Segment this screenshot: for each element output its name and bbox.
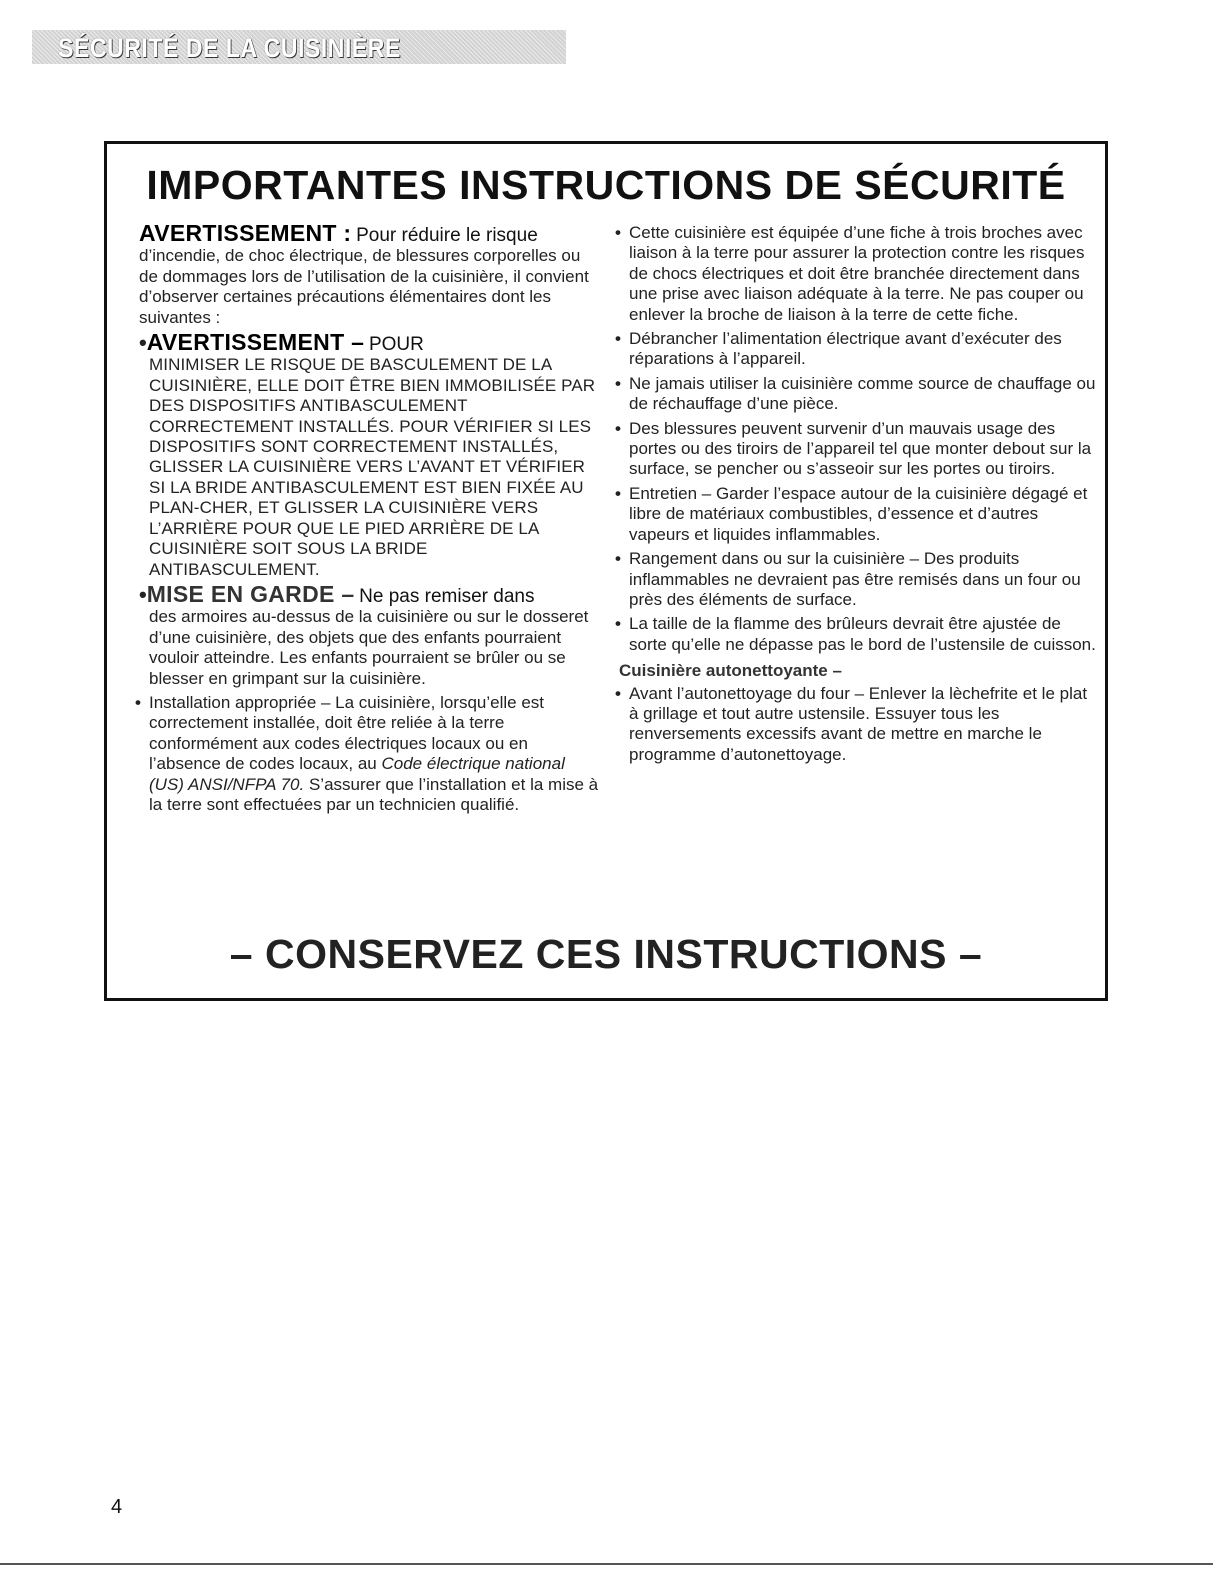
intro-warning-paragraph [139,220,601,328]
tip-warning-text: MINIMISER LE RISQUE DE BASCULEMENT DE LA CUISINIÈRE, ELLE DOIT ÊTRE BIEN IMMOBILISÉE PAR DES DISPOSITIFS ANTIBASCULEMENT CORRECTEMENT INSTALLÉS. POUR VÉRIFIER SI LES DISPOSITIFS SONT CORRECTEMENT INSTALLÉS, GLISSER LA CUISINIÈRE VERS L’AVANT ET VÉRIFIER SI LA BRIDE ANTIBASCULEMENT EST BIEN FIXÉE AU PLAN-CHER, ET GLISSER LA CUISINIÈRE VERS L’ARRIÈRE POUR QUE LE PIED ARRIÈRE DE LA CUISINIÈRE SOIT SOUS LA BRIDE ANTIBASCULEMENT. [149,355,596,579]
safety-bullet-item [615,373,1097,415]
safety-bullet-text: Cette cuisinière est équipée d’une fiche à trois broches avec liaison à la terre pour assurer la protection contre les risques de chocs électriques et doit être branchée directement dans une prise avec liaison adéquate à la terre. Ne pas couper ou enlever la broche de liaison à la terre de cette fiche. [629,223,1085,324]
intro-warning-lead: Pour réduire le risque [356,225,538,246]
installation-text-1: Installation appropriée – La cuisinière, lorsqu’elle est correctement installée, doit être reliée à la terre conformément aux codes électriques locaux ou en l’absence de codes locaux, au [149,692,545,774]
safety-bullet-item [615,549,1097,610]
box-title: IMPORTANTES INSTRUCTIONS DE SÉCURITÉ [146,162,1066,208]
right-column [615,223,1097,769]
page-number: 4 [111,1496,123,1518]
caution-paragraph [139,580,601,689]
bullet-icon: • [615,418,621,438]
bullet-icon: • [615,549,621,569]
safety-bullet-item [615,329,1097,370]
safety-bullet-text: Débrancher l’alimentation électrique avant d’exécuter des réparations à l’appareil. [629,329,1062,369]
bullet-icon: • [139,581,147,607]
safety-bullet-item [615,614,1097,655]
section-header-title: SÉCURITÉ DE LA CUISINIÈRE [58,33,401,63]
caution-heading: MISE EN GARDE – [146,580,355,607]
left-column [135,220,601,819]
section-header-banner [32,30,566,64]
safety-bullet-text: Ne jamais utiliser la cuisinière comme source de chauffage ou de réchauffage d’une pièce. [629,373,1096,414]
bullet-icon: • [615,683,621,703]
safety-bullet-item [615,418,1097,480]
safety-instructions-box [104,141,1108,1001]
safety-bullet-text: La taille de la flamme des brûleurs devrait être ajustée de sorte qu’elle ne dépasse pas le bord de l’ustensile de cuisson. [629,614,1096,654]
installation-code-reference: Code électrique national (US) ANSI/NFPA 70. [149,754,565,794]
bottom-rule [0,1563,1213,1565]
installation-paragraph [135,692,601,815]
installation-text-2: S’assurer que l’installation et la mise à la terre sont effectuées par un technicien qualifié. [149,774,599,814]
tip-warning-paragraph [139,329,601,580]
safety-bullet-item [615,483,1097,545]
bullet-icon: • [615,373,621,393]
self-clean-bullet-text: Avant l’autonettoyage du four – Enlever la lèchefrite et le plat à grillage et tout autre ustensile. Essuyer tous les renversements excessifs avant de mettre en marche le programme d’autonettoyage. [629,683,1088,764]
safety-bullet-text: Des blessures peuvent survenir d’un mauvais usage des portes ou des tiroirs de l’appareil tel que monter debout sur la surface, se pencher ou s’asseoir sur les portes ou tiroirs. [629,418,1092,479]
bullet-icon: • [139,330,147,356]
bullet-icon: • [615,483,621,503]
tip-warning-lead: POUR [368,334,424,356]
safety-bullet-item [615,223,1097,325]
intro-warning-heading: AVERTISSEMENT : [139,220,352,246]
intro-warning-text: d’incendie, de choc électrique, de blessures corporelles ou de dommages lors de l’utilisation de la cuisinière, il convient d’observer certaines précautions élémentaires dont les suivantes : [139,246,589,327]
bullet-icon: • [615,614,621,634]
bullet-icon: • [615,329,621,349]
bullet-icon: • [135,692,141,712]
bullet-icon: • [615,223,621,242]
caution-lead: Ne pas remiser dans [359,585,535,607]
self-clean-heading: Cuisinière autonettoyante – [619,661,842,681]
box-footer: – CONSERVEZ CES INSTRUCTIONS – [229,931,983,977]
caution-text: des armoires au-dessus de la cuisinière ou sur le dosseret d’une cuisinière, des objets que des enfants pourraient vouloir atteindre. Les enfants pourraient se brûler ou se blesser en grimpant sur la cuisinière. [149,607,589,688]
self-clean-bullet-item [615,683,1097,766]
tip-warning-heading: AVERTISSEMENT – [146,329,365,356]
safety-bullet-text: Entretien – Garder l’espace autour de la cuisinière dégagé et libre de matériaux combustibles, d’essence et d’autres vapeurs et liquides inflammables. [629,483,1088,544]
safety-bullet-text: Rangement dans ou sur la cuisinière – Des produits inflammables ne devraient pas être remisés dans un four ou près des éléments de surface. [629,549,1081,609]
